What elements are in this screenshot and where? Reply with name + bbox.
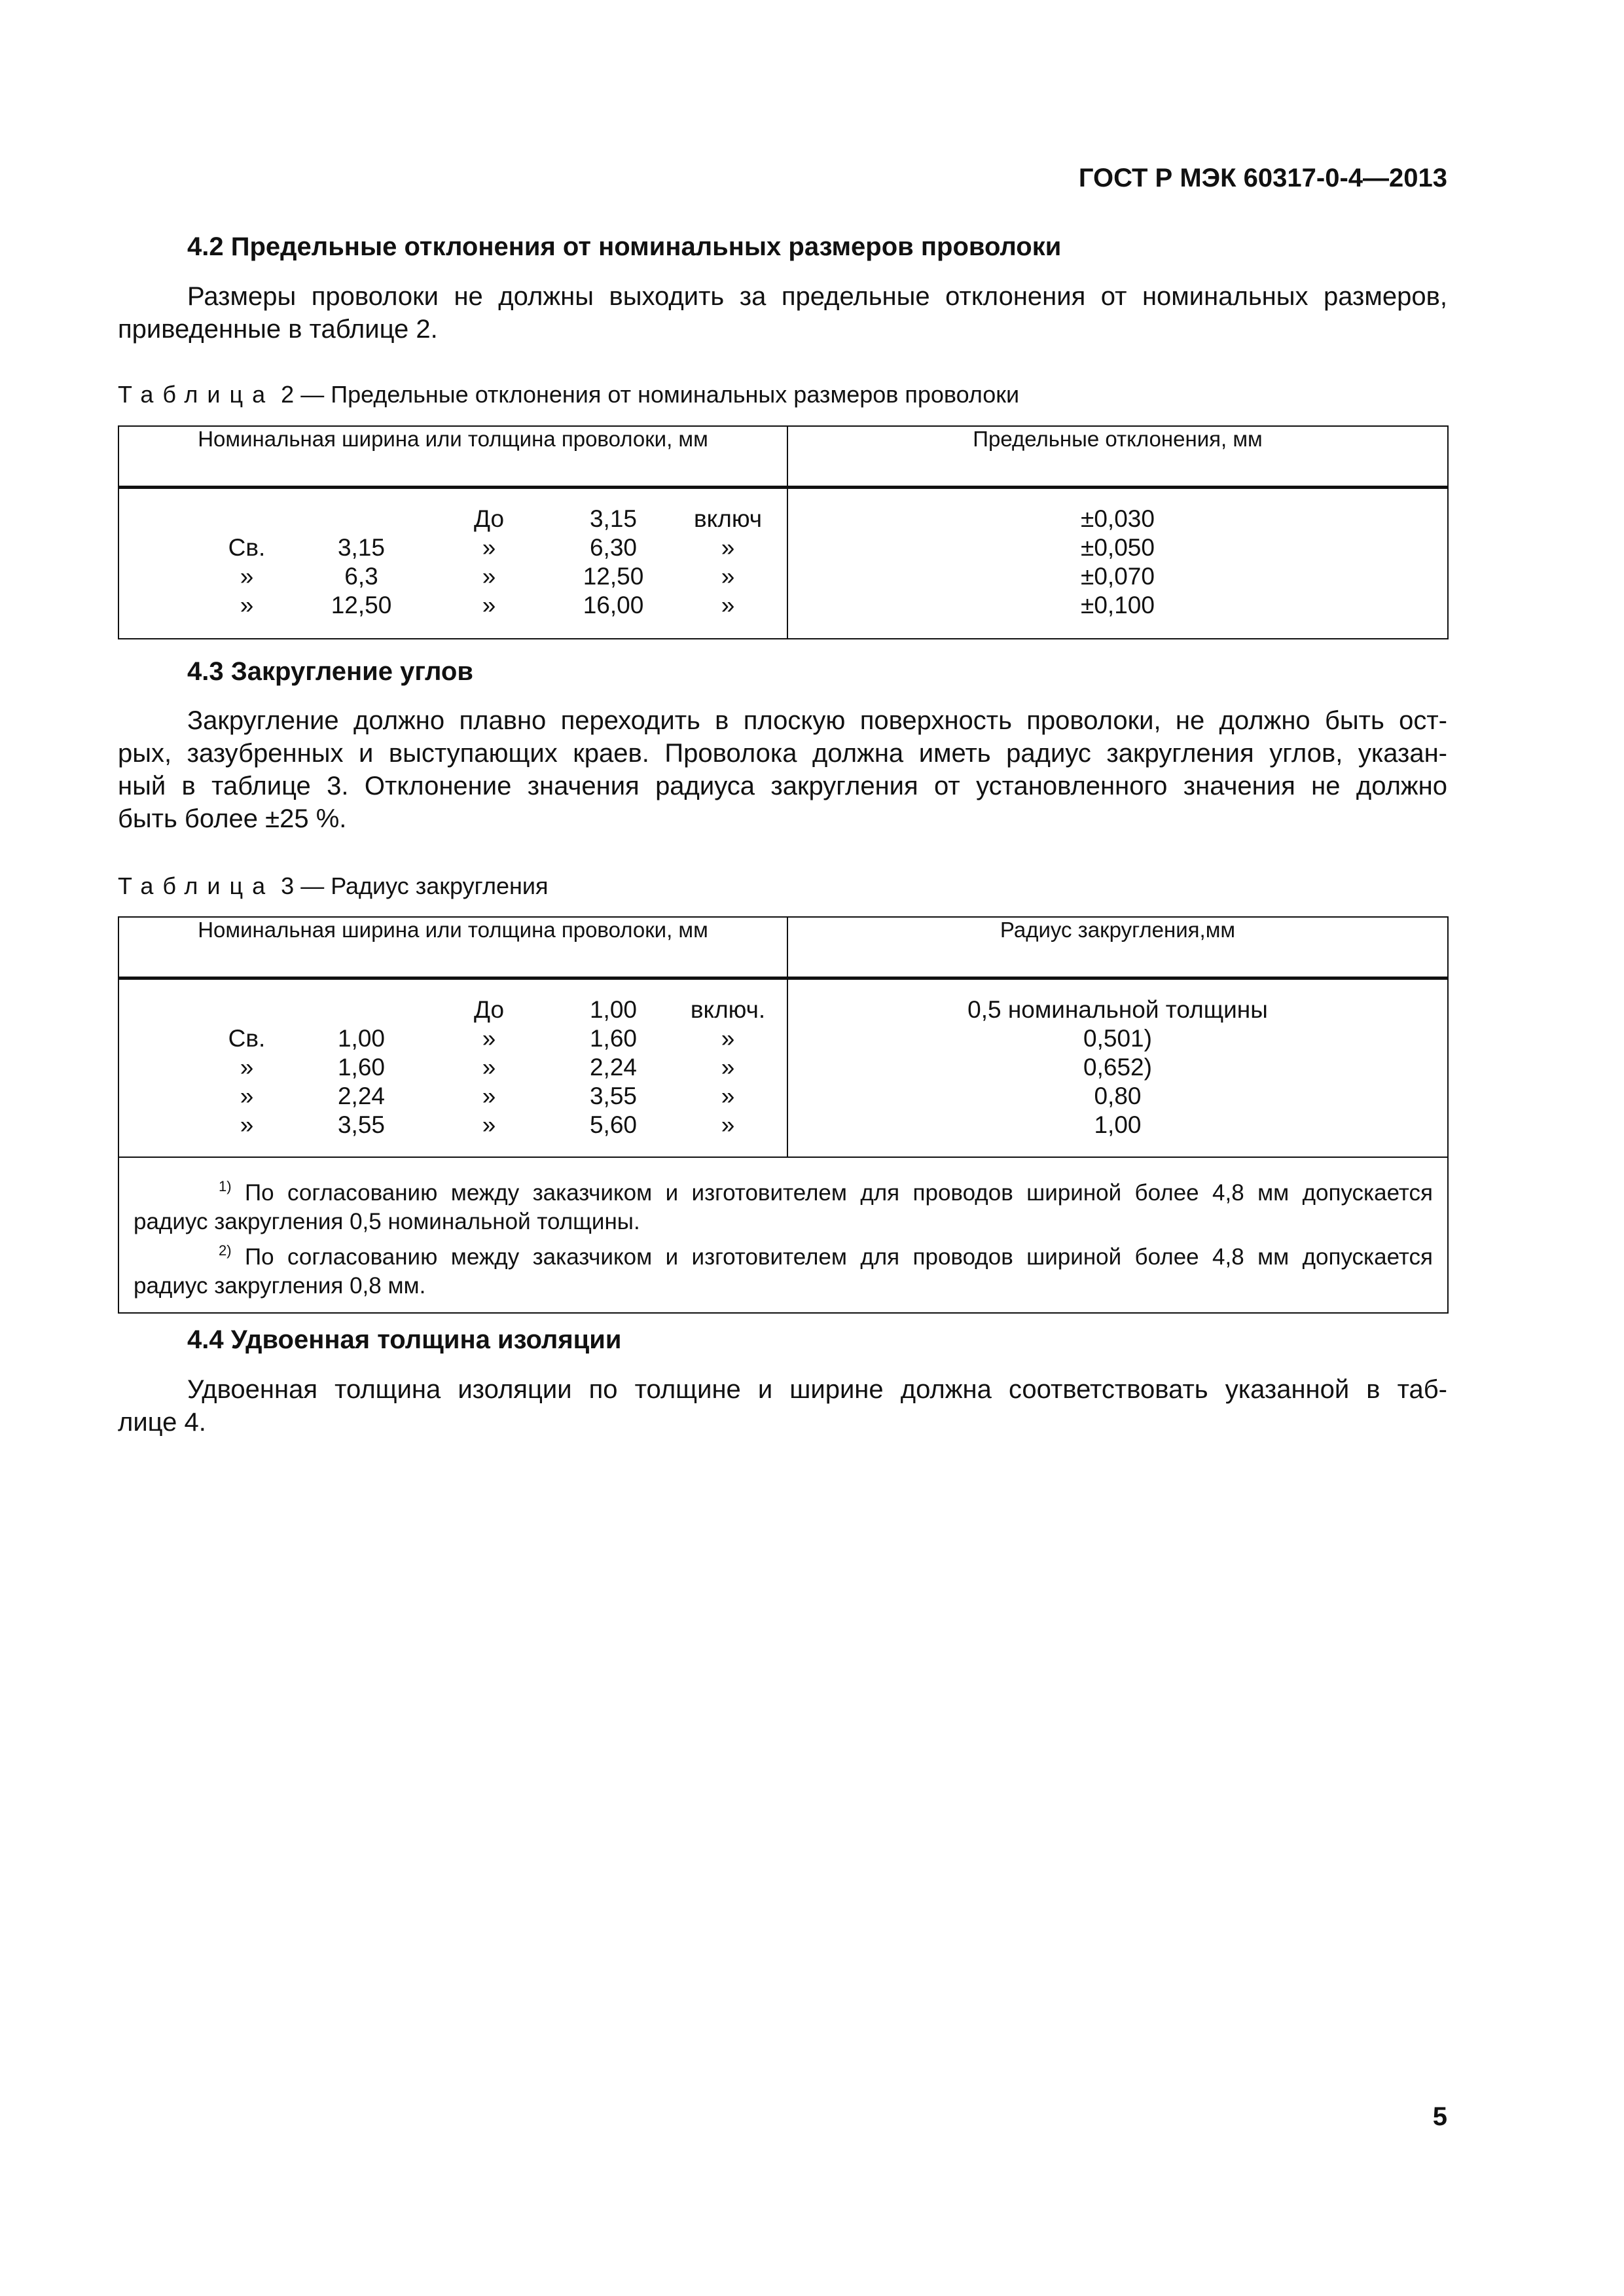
range-suffix: включ (693, 505, 763, 532)
radius-value: 0,5 номинальной толщины (967, 996, 1268, 1023)
range-from: 12,50 (331, 592, 392, 619)
table-body-row (118, 978, 1448, 1158)
range-to: 3,55 (589, 1083, 637, 1109)
range-to: 5,60 (589, 1111, 637, 1138)
footnote-text: По согласованию между заказчиком и изготовителем для проводов шириной более 4,8 мм допускается (244, 1180, 1433, 1206)
table-header-cell: Радиус закругления,мм (787, 917, 1448, 978)
range-to-label: » (482, 1025, 496, 1052)
page-number: 5 (1432, 2102, 1447, 2131)
range-suffix: » (721, 592, 735, 619)
section-4-4-title: 4.4 Удвоенная толщина изоляции (187, 1325, 622, 1354)
table-row (119, 563, 787, 592)
footnote-mark: 2) (219, 1242, 232, 1259)
range-prefix: Св. (228, 534, 266, 561)
range-to-label: » (482, 534, 496, 561)
range-to: 2,24 (589, 1054, 637, 1081)
table-body-row (118, 488, 1448, 639)
footnote-2-line-2: радиус закругления 0,8 мм. (134, 1273, 426, 1299)
range-to-label: » (482, 1111, 496, 1138)
table-caption-label: Таблица (118, 872, 275, 899)
table-row (119, 1083, 787, 1111)
paragraph-line: ный в таблице 3. Отклонение значения радиуса закругления от установленного значения не должно (118, 772, 1447, 800)
footnote-mark: 1) (219, 1178, 232, 1194)
range-from: 6,3 (344, 563, 378, 590)
range-to: 6,30 (589, 534, 637, 561)
range-suffix: включ. (690, 996, 766, 1023)
range-from: 3,15 (337, 534, 385, 561)
table-header-cell: Номинальная ширина или толщина проволоки, мм (118, 426, 787, 488)
paragraph-line: Размеры проволоки не должны выходить за предельные отклонения от номинальных размеров, (187, 282, 1447, 311)
paragraph-line: Закругление должно плавно переходить в плоскую поверхность проволоки, не должно быть ост- (187, 706, 1447, 735)
radius-value: 0,652) (1083, 1054, 1152, 1081)
table-row (119, 1025, 787, 1054)
table-notes-cell (118, 1157, 1448, 1313)
table-notes-row (118, 1157, 1448, 1313)
deviation-value: ±0,030 (1081, 505, 1155, 532)
range-from: 1,00 (337, 1025, 385, 1052)
range-prefix: » (240, 563, 254, 590)
section-4-2-title: 4.2 Предельные отклонения от номинальных размеров проволоки (187, 232, 1062, 261)
table-caption-label: Таблица (118, 381, 275, 408)
document-standard-header: ГОСТ Р МЭК 60317-0-4—2013 (1078, 164, 1447, 192)
range-from: 3,55 (337, 1111, 385, 1138)
range-suffix: » (721, 1111, 735, 1138)
deviation-value: ±0,050 (1081, 534, 1155, 561)
range-prefix: » (240, 1083, 254, 1109)
range-prefix: Св. (228, 1025, 266, 1052)
table-row (119, 1111, 787, 1140)
range-to: 3,15 (589, 505, 637, 532)
table-caption-text: 2 — Предельные отклонения от номинальных размеров проволоки (281, 381, 1020, 408)
range-prefix: » (240, 1111, 254, 1138)
deviation-value: ±0,070 (1081, 563, 1155, 590)
table-footnotes (119, 1158, 1447, 1312)
table-3-caption (118, 872, 549, 900)
range-to-label: » (482, 1083, 496, 1109)
table-header-row (118, 426, 1448, 488)
table-3 (118, 916, 1449, 1314)
paragraph-line: приведенные в таблице 2. (118, 315, 438, 344)
table-row (119, 1054, 787, 1083)
paragraph-line: Удвоенная толщина изоляции по толщине и ширине должна соответствовать указанной в таб- (187, 1375, 1447, 1404)
range-to: 12,50 (583, 563, 644, 590)
range-suffix: » (721, 1083, 735, 1109)
range-from: 2,24 (337, 1083, 385, 1109)
footnote-text: По согласованию между заказчиком и изготовителем для проводов шириной более 4,8 мм допускается (244, 1244, 1433, 1270)
section-4-2-paragraph (118, 280, 1447, 346)
range-to-label: До (473, 505, 505, 532)
radius-cell (787, 978, 1448, 1158)
deviation-cell (787, 488, 1448, 639)
paragraph-line: рых, зазубренных и выступающих краев. Проволока должна иметь радиус закругления углов, указан- (118, 739, 1447, 768)
section-4-3-title: 4.3 Закругление углов (187, 657, 473, 686)
range-suffix: » (721, 1054, 735, 1081)
radius-value: 0,80 (1094, 1083, 1142, 1109)
range-suffix: » (721, 534, 735, 561)
range-suffix: » (721, 563, 735, 590)
table-header-row (118, 917, 1448, 978)
size-range-cell (118, 488, 787, 639)
radius-value: 1,00 (1094, 1111, 1142, 1138)
paragraph-line: лице 4. (118, 1408, 206, 1437)
deviation-value: ±0,100 (1081, 592, 1155, 619)
table-2 (118, 425, 1449, 639)
footnote-2-line-1 (134, 1236, 1433, 1272)
range-to: 1,60 (589, 1025, 637, 1052)
table-header-cell: Предельные отклонения, мм (787, 426, 1448, 488)
table-header-cell: Номинальная ширина или толщина проволоки, мм (118, 917, 787, 978)
range-to-label: » (482, 592, 496, 619)
paragraph-line: быть более ±25 %. (118, 804, 347, 833)
range-to-label: » (482, 1054, 496, 1081)
range-prefix: » (240, 1054, 254, 1081)
range-to-label: » (482, 563, 496, 590)
range-to-label: До (473, 996, 505, 1023)
table-row (119, 505, 787, 534)
table-row (119, 534, 787, 563)
size-range-cell (118, 978, 787, 1158)
range-prefix: » (240, 592, 254, 619)
table-caption-text: 3 — Радиус закругления (281, 872, 549, 899)
radius-value: 0,501) (1083, 1025, 1152, 1052)
range-to: 1,00 (589, 996, 637, 1023)
table-row (119, 592, 787, 620)
footnote-1-line-1 (134, 1172, 1433, 1208)
footnote-1-line-2: радиус закругления 0,5 номинальной толщины. (134, 1209, 640, 1234)
section-4-3-paragraph (118, 704, 1447, 835)
table-2-caption (118, 381, 1019, 408)
range-suffix: » (721, 1025, 735, 1052)
table-row (119, 996, 787, 1025)
range-from: 1,60 (337, 1054, 385, 1081)
range-to: 16,00 (583, 592, 644, 619)
section-4-4-paragraph (118, 1373, 1447, 1439)
